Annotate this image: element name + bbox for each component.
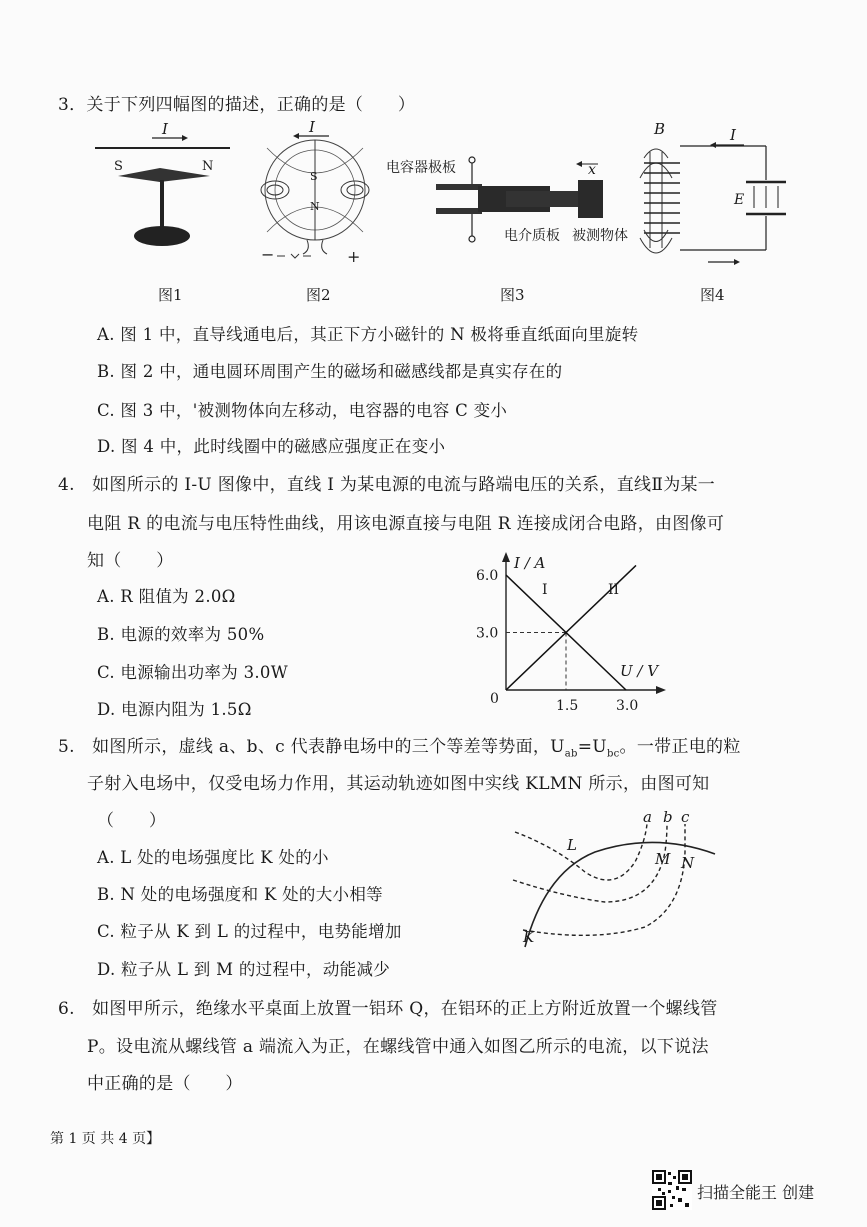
q5-u-bc-subscript: bc: [606, 748, 620, 760]
fig4-caption: 图4: [700, 286, 725, 304]
chart-origin-label: 0: [490, 691, 499, 707]
fig4-i-label: I: [730, 126, 736, 144]
q5-option-d: D. 粒子从 L 到 M 的过程中，动能减少: [97, 960, 391, 979]
chart-y-arrow: [502, 552, 510, 562]
q6-stem-line-1: 6. 如图甲所示，绝缘水平桌面上放置一铝环 Q，在铝环的正上方附近放置一个螺线管: [58, 999, 718, 1019]
q3-figure-3: [386, 150, 628, 250]
q4-stem-line-1: 4. 如图所示的 I-U 图像中，直线 I 为某电源的电流与路端电压的关系，直线Ⅱ为某一: [58, 475, 716, 495]
q5-label-k: K: [523, 928, 535, 946]
q5-label-a: a: [643, 808, 652, 826]
q5-u-ab-subscript: ab: [564, 748, 578, 760]
q3-figure-4: [636, 118, 796, 268]
fig4-e-label: E: [734, 192, 745, 208]
q4-option-c: C. 电源输出功率为 3.0W: [97, 663, 288, 682]
fig2-s-label: S: [310, 170, 318, 183]
fig2-current-label: I: [309, 118, 315, 136]
q3-option-b: B. 图 2 中，通电圆环周围产生的磁场和磁感线都是真实存在的: [97, 362, 563, 381]
q5-stem-line-2: 子射入电场中，仅受电场力作用，其运动轨迹如图中实线 KLMN 所示，由图可知: [87, 774, 710, 794]
x-tick-label-2: 3.0: [616, 698, 639, 714]
q4-option-d: D. 电源内阻为 1.5Ω: [97, 700, 252, 719]
q5-label-n: N: [681, 854, 695, 872]
fig3-dielectric-label: 电介质板: [504, 228, 560, 244]
q3-option-d: D. 图 4 中，此时线圈中的磁感应强度正在变小: [97, 437, 446, 456]
fig1-caption: 图1: [158, 286, 183, 304]
q4-iu-chart: [470, 550, 680, 720]
fig3-x-label: x: [588, 162, 596, 178]
fig3-caption: 图3: [500, 286, 525, 304]
y-tick-label-2: 6.0: [476, 568, 499, 584]
q4-option-b: B. 电源的效率为 50%: [97, 625, 265, 644]
q5-equipotential-figure: [505, 802, 725, 962]
q5-option-a: A. L 处的电场强度比 K 处的小: [97, 848, 329, 867]
chart-y-label: I / A: [514, 554, 546, 572]
q5-stem-part-1: 5. 如图所示，虚线 a、b、c 代表静电场中的三个等差等势面，U: [58, 737, 565, 757]
q4-option-a: A. R 阻值为 2.0Ω: [97, 587, 236, 606]
qr-code-icon: [652, 1170, 692, 1210]
q4-stem-line-2: 电阻 R 的电流与电压特性曲线，用该电源直接与电阻 R 连接成闭合电路，由图像可: [87, 514, 725, 534]
series-label-2: II: [608, 582, 620, 599]
fig1-current-label: I: [162, 120, 168, 138]
q3-option-a: A. 图 1 中，直导线通电后，其正下方小磁针的 N 极将垂直纸面向里旋转: [97, 325, 639, 344]
q6-stem-line-3: 中正确的是（ ）: [87, 1074, 243, 1094]
q5-label-c: c: [681, 808, 690, 826]
q5-stem-part-2: 。一带正电的粒: [619, 737, 741, 757]
q5-stem-line-1: [58, 732, 741, 759]
q5-label-l: L: [567, 836, 577, 854]
q6-stem-line-2: P。设电流从螺线管 a 端流入为正，在螺线管中通入如图乙所示的电流，以下说法: [87, 1037, 709, 1057]
fig2-caption: 图2: [306, 286, 331, 304]
chart-x-label: U / V: [620, 662, 659, 680]
fig1-s-label: S: [114, 159, 123, 174]
q5-option-b: B. N 处的电场强度和 K 处的大小相等: [97, 885, 383, 904]
fig3-object-label: 被测物体: [572, 228, 628, 244]
fig2-plus-label: +: [347, 247, 361, 266]
fig4-b-label: B: [654, 120, 666, 138]
q5-label-b: b: [663, 808, 673, 826]
fig1-n-label: N: [202, 159, 214, 174]
q4-stem-line-3: 知（ ）: [87, 551, 174, 571]
y-tick-label-1: 3.0: [476, 625, 499, 642]
x-tick-label-1: 1.5: [556, 698, 579, 714]
q5-label-m: M: [655, 850, 671, 868]
q5-equipotential-a: [515, 824, 647, 880]
q5-option-c: C. 粒子从 K 到 L 的过程中，电势能增加: [97, 922, 402, 941]
q3-figure-2: [247, 118, 382, 268]
q5-stem-line-3: （ ）: [97, 811, 167, 831]
scanner-watermark: 扫描全能王 创建: [697, 1183, 815, 1202]
q3-stem: 3．关于下列四幅图的描述，正确的是（ ）: [58, 95, 416, 115]
q5-u-eq: =U: [577, 737, 607, 757]
series-label-1: I: [542, 582, 548, 599]
q3-figure-1: [90, 118, 240, 258]
q3-option-c: C. 图 3 中，'被测物体向左移动，电容器的电容 C 变小: [97, 401, 508, 420]
chart-x-arrow: [656, 686, 666, 694]
fig2-n-label: N: [310, 200, 320, 213]
q5-equipotential-b: [513, 824, 667, 902]
page-footer: 第 1 页 共 4 页】: [50, 1131, 161, 1147]
fig2-minus-label: −: [261, 245, 275, 264]
fig3-plate-label: 电容器极板: [386, 160, 456, 176]
